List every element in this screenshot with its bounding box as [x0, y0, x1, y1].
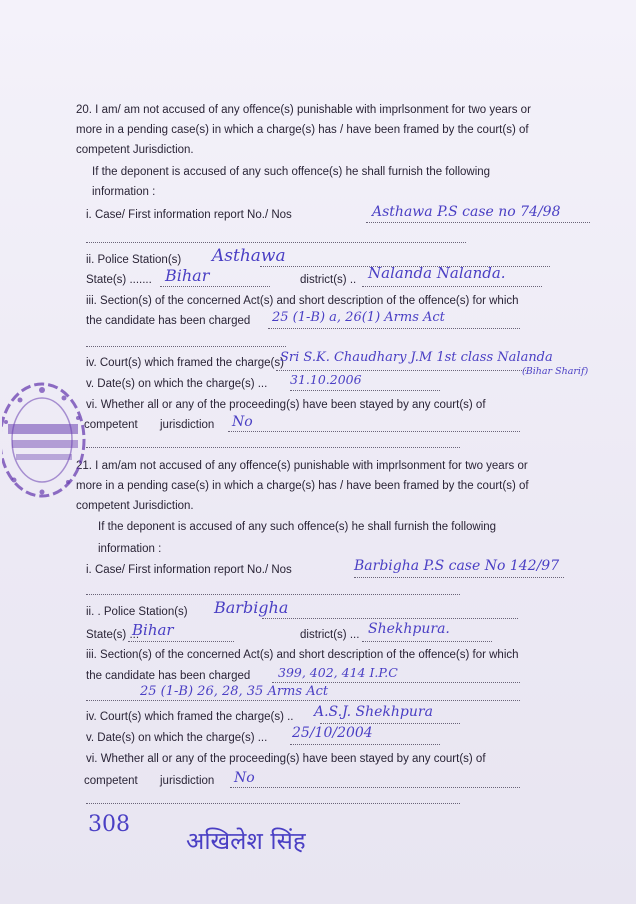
item21-case-value: Barbigha P.S case No 142/97 [354, 558, 560, 574]
item20-court-label: iv. Court(s) which framed the charge(s) [86, 357, 284, 369]
item20-district-dots [362, 286, 542, 287]
item20-case-label: i. Case/ First information report No./ Nos [86, 209, 292, 221]
item20-stayed-jurisdiction: jurisdiction [160, 419, 215, 431]
item21-line1: 21. I am/am not accused of any offence(s) punishable with imprlsonment for two years or [76, 460, 528, 472]
item21-sections-dots [272, 682, 520, 683]
item20-police-label: ii. Police Station(s) [86, 254, 182, 266]
item20-date-label: v. Date(s) on which the charge(s) ... [86, 378, 268, 390]
item20-state-dots [160, 286, 270, 287]
item21-if-line2: information : [98, 543, 162, 555]
item20-police-value: Asthawa [212, 246, 286, 266]
signature: अखिलेश सिंह [186, 827, 306, 855]
item20-line1: 20. I am/ am not accused of any offence(s) punishable with imprlsonment for two years or [76, 104, 531, 116]
item20-sections-dots [268, 328, 520, 329]
item21-state-value: Bihar [132, 621, 174, 639]
item20-line3: competent Jurisdiction. [76, 144, 194, 156]
item21-sections-value: 399, 402, 414 I.P.C [278, 665, 398, 680]
item20-court-value2: (Bihar Sharif) [522, 366, 589, 377]
item21-stayed-dots [230, 787, 520, 788]
item21-stayed-line1: vi. Whether all or any of the proceeding(s) have been stayed by any court(s) of [86, 753, 486, 765]
item20-sections-dots-2 [86, 346, 286, 347]
item21-case-label: i. Case/ First information report No./ Nos [86, 564, 292, 576]
item21-sections-dots-2 [86, 700, 520, 701]
item21-line3: competent Jurisdiction. [76, 500, 194, 512]
item20-state-label: State(s) ....... [86, 274, 152, 286]
item20-district-label: district(s) .. [300, 274, 357, 286]
item20-court-value: Sri S.K. Chaudhary J.M 1st class Nalanda [280, 350, 553, 365]
item21-stayed-competent: competent [84, 775, 138, 787]
item21-line2: more in a pending case(s) in which a charge(s) has / have been framed by the court(s) of [76, 480, 529, 492]
item20-stayed-competent: competent [84, 419, 138, 431]
item20-line2: more in a pending case(s) in which a charge(s) has / have been framed by the court(s) of [76, 124, 529, 136]
item20-case-dots [366, 222, 590, 223]
item21-state-label: State(s) ... [86, 629, 140, 641]
item20-sections-value: 25 (1-B) a, 26(1) Arms Act [272, 310, 445, 325]
item20-date-dots [290, 390, 440, 391]
item21-if-line1: If the deponent is accused of any such offence(s) he shall furnish the following [98, 521, 497, 533]
item21-stayed-jurisdiction: jurisdiction [160, 775, 215, 787]
item21-court-dots [320, 723, 460, 724]
item20-date-value: 31.10.2006 [290, 372, 362, 387]
item21-date-dots [290, 744, 440, 745]
item21-police-label: ii. . Police Station(s) [86, 606, 188, 618]
item21-sections-line2: the candidate has been charged [86, 670, 251, 682]
item21-date-value: 25/10/2004 [292, 725, 373, 741]
item20-case-dots-2 [86, 242, 466, 243]
item21-court-label: iv. Court(s) which framed the charge(s) .. [86, 711, 294, 723]
page-number: 308 [88, 812, 130, 837]
item20-if-line1: If the deponent is accused of any such offence(s) he shall furnish the following [92, 166, 491, 178]
item20-case-value: Asthawa P.S case no 74/98 [372, 204, 561, 220]
court-seal-stamp [2, 378, 98, 508]
item21-stayed-value: No [234, 770, 255, 786]
item20-court-dots [276, 370, 526, 371]
item21-stayed-dots-2 [86, 803, 460, 804]
item21-court-value: A.S.J. Shekhpura [314, 704, 433, 720]
item21-police-value: Barbigha [214, 598, 289, 617]
item21-district-value: Shekhpura. [368, 621, 450, 637]
item21-district-label: district(s) ... [300, 629, 360, 641]
item21-district-dots [362, 641, 492, 642]
item20-district-value: Nalanda Nalanda. [368, 264, 506, 282]
item20-stayed-value: No [232, 414, 253, 430]
item20-stayed-line1: vi. Whether all or any of the proceeding(s) have been stayed by any court(s) of [86, 399, 486, 411]
item20-stayed-dots-2 [86, 447, 460, 448]
item21-case-dots [354, 577, 564, 578]
item20-if-line2: information : [92, 186, 156, 198]
item21-case-dots-2 [86, 594, 460, 595]
item20-state-value: Bihar [165, 266, 210, 285]
item21-state-dots [128, 641, 234, 642]
item21-date-label: v. Date(s) on which the charge(s) ... [86, 732, 268, 744]
item21-police-dots [262, 618, 518, 619]
item20-sections-line2: the candidate has been charged [86, 315, 251, 327]
item20-sections-line1: iii. Section(s) of the concerned Act(s) and short description of the offence(s) for which [86, 295, 519, 307]
item20-stayed-dots [228, 431, 520, 432]
item21-sections-line1: iii. Section(s) of the concerned Act(s) and short description of the offence(s) for which [86, 649, 519, 661]
item21-sections-value2: 25 (1-B) 26, 28, 35 Arms Act [140, 684, 329, 699]
